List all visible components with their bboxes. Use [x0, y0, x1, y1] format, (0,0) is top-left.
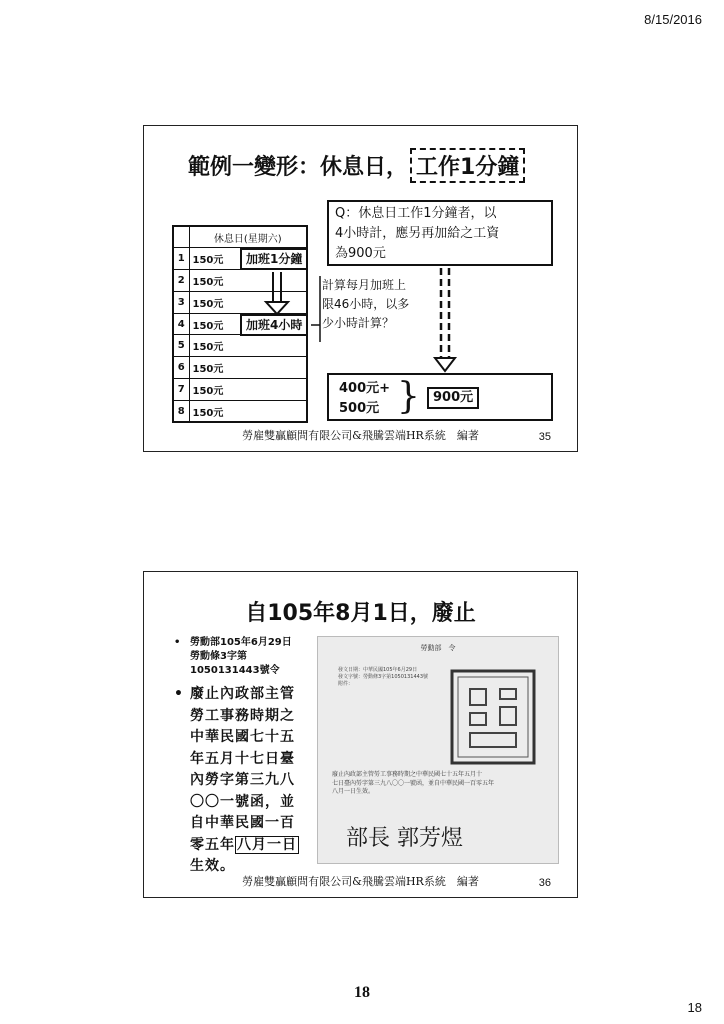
calc-bracket-connector — [311, 276, 320, 342]
corner-page-number: 18 — [687, 1000, 702, 1015]
right-brace-icon: } — [397, 376, 420, 417]
effective-date-boxed: 八月一日 — [237, 836, 297, 853]
hour-number: 4 — [173, 313, 189, 335]
hour-wage: 150元 — [189, 270, 307, 292]
calc-line: 計算每月加班上 — [322, 278, 407, 292]
slide-footer: 勞雇雙贏顧問有限公司&飛騰雲端HR系統 編著 — [242, 875, 479, 888]
question-line: Q：休息日工作1分鐘者，以 — [335, 206, 497, 221]
bullet-line: 生效。 — [190, 858, 235, 874]
slide-36 — [143, 571, 578, 898]
slide-number: 36 — [538, 877, 551, 889]
question-line: 4小時計，應另再加給之工資 — [335, 226, 500, 241]
bullet-line: 內勞字第三九八 — [190, 772, 295, 788]
question-box — [327, 200, 553, 266]
title-prefix: 範例一變形：休息日， — [188, 155, 409, 180]
calculation-note — [322, 276, 436, 333]
hour-number: 8 — [173, 400, 189, 422]
page-date: 8/15/2016 — [644, 12, 702, 27]
double-down-arrow-icon — [266, 272, 288, 314]
bullet-line: 〇〇一號函，並 — [190, 793, 295, 810]
bullet-item — [174, 684, 314, 878]
hour-number: 6 — [173, 357, 189, 379]
bullet-text — [190, 636, 292, 678]
slide-35 — [143, 125, 578, 452]
bullet-line: 勞動條3字第 — [190, 651, 247, 662]
result-total: 900元 — [427, 387, 479, 409]
title-boxed-text: 工作1分鐘 — [410, 148, 525, 183]
document-header: 勞動部 令 — [420, 644, 456, 652]
document-meta — [338, 667, 428, 688]
calc-line: 限46小時，以多 — [322, 297, 410, 311]
hour-number: 7 — [173, 379, 189, 401]
dashed-down-arrow-icon — [435, 268, 455, 371]
bullet-line: 1050131443號令 — [190, 665, 280, 676]
document-body — [332, 771, 546, 797]
bullet-line: 廢止內政部主管 — [190, 686, 295, 702]
bullet-dot-icon: • — [174, 686, 183, 702]
bullet-line: 中華民國七十五 — [190, 729, 295, 745]
hour-number: 5 — [173, 335, 189, 357]
hour-number: 2 — [173, 270, 189, 292]
overtime-4-hours-label: 加班4小時 — [240, 314, 308, 336]
bullet-line-prefix: 零五年 — [190, 836, 235, 853]
result-breakdown — [339, 379, 390, 419]
hour-wage: 150元 — [189, 357, 307, 379]
ministry-order-document — [317, 636, 559, 864]
overtime-1-minute-label: 加班1分鐘 — [240, 248, 308, 270]
meta-line: 發文字號：勞動條3字第1050131443號 — [338, 674, 428, 680]
bullet-line: 勞動部105年6月29日 — [190, 637, 292, 648]
bullet-line: 年五月十七日臺 — [190, 750, 295, 767]
hour-wage: 150元 — [189, 335, 307, 357]
body-line: 七日臺內勞字第三九八〇〇一號函，並自中華民國一百零五年 — [332, 779, 495, 787]
result-line: 500元 — [339, 401, 380, 416]
slide-footer: 勞雇雙贏顧問有限公司&飛騰雲端HR系統 編著 — [242, 429, 479, 442]
bullet-line — [190, 835, 312, 857]
official-seal-icon — [448, 667, 538, 767]
page-number: 18 — [354, 984, 370, 1001]
calc-line: 少小時計算？ — [322, 316, 395, 330]
slide-number: 35 — [538, 431, 551, 443]
result-line: 400元+ — [339, 381, 391, 396]
minister-signature: 部長 郭芳煜 — [346, 826, 463, 851]
hour-wage: 150元 — [189, 248, 307, 270]
bullet-item — [174, 636, 292, 678]
body-line: 廢止內政部主管勞工事務時期之中華民國七十五年五月十 — [332, 771, 483, 778]
hour-wage: 150元 — [189, 400, 307, 422]
question-line: 為900元 — [335, 246, 386, 261]
hour-number: 1 — [173, 248, 189, 270]
result-box — [327, 373, 553, 421]
hour-wage: 150元 — [189, 291, 307, 313]
slide-title: 自105年8月1日，廢止 — [245, 601, 476, 626]
bullet-text — [190, 684, 312, 878]
table-header: 休息日(星期六) — [189, 226, 307, 248]
meta-line: 附件： — [338, 681, 354, 687]
meta-line: 發文日期：中華民國105年6月29日 — [338, 667, 418, 673]
bullet-line: 勞工事務時期之 — [190, 707, 295, 724]
hour-wage: 150元 — [189, 313, 307, 335]
body-line: 八月一日生效。 — [332, 788, 375, 795]
hour-wage: 150元 — [189, 379, 307, 401]
bullet-line: 自中華民國一百 — [190, 815, 295, 831]
bullet-dot-icon: • — [174, 637, 181, 648]
hour-number: 3 — [173, 291, 189, 313]
